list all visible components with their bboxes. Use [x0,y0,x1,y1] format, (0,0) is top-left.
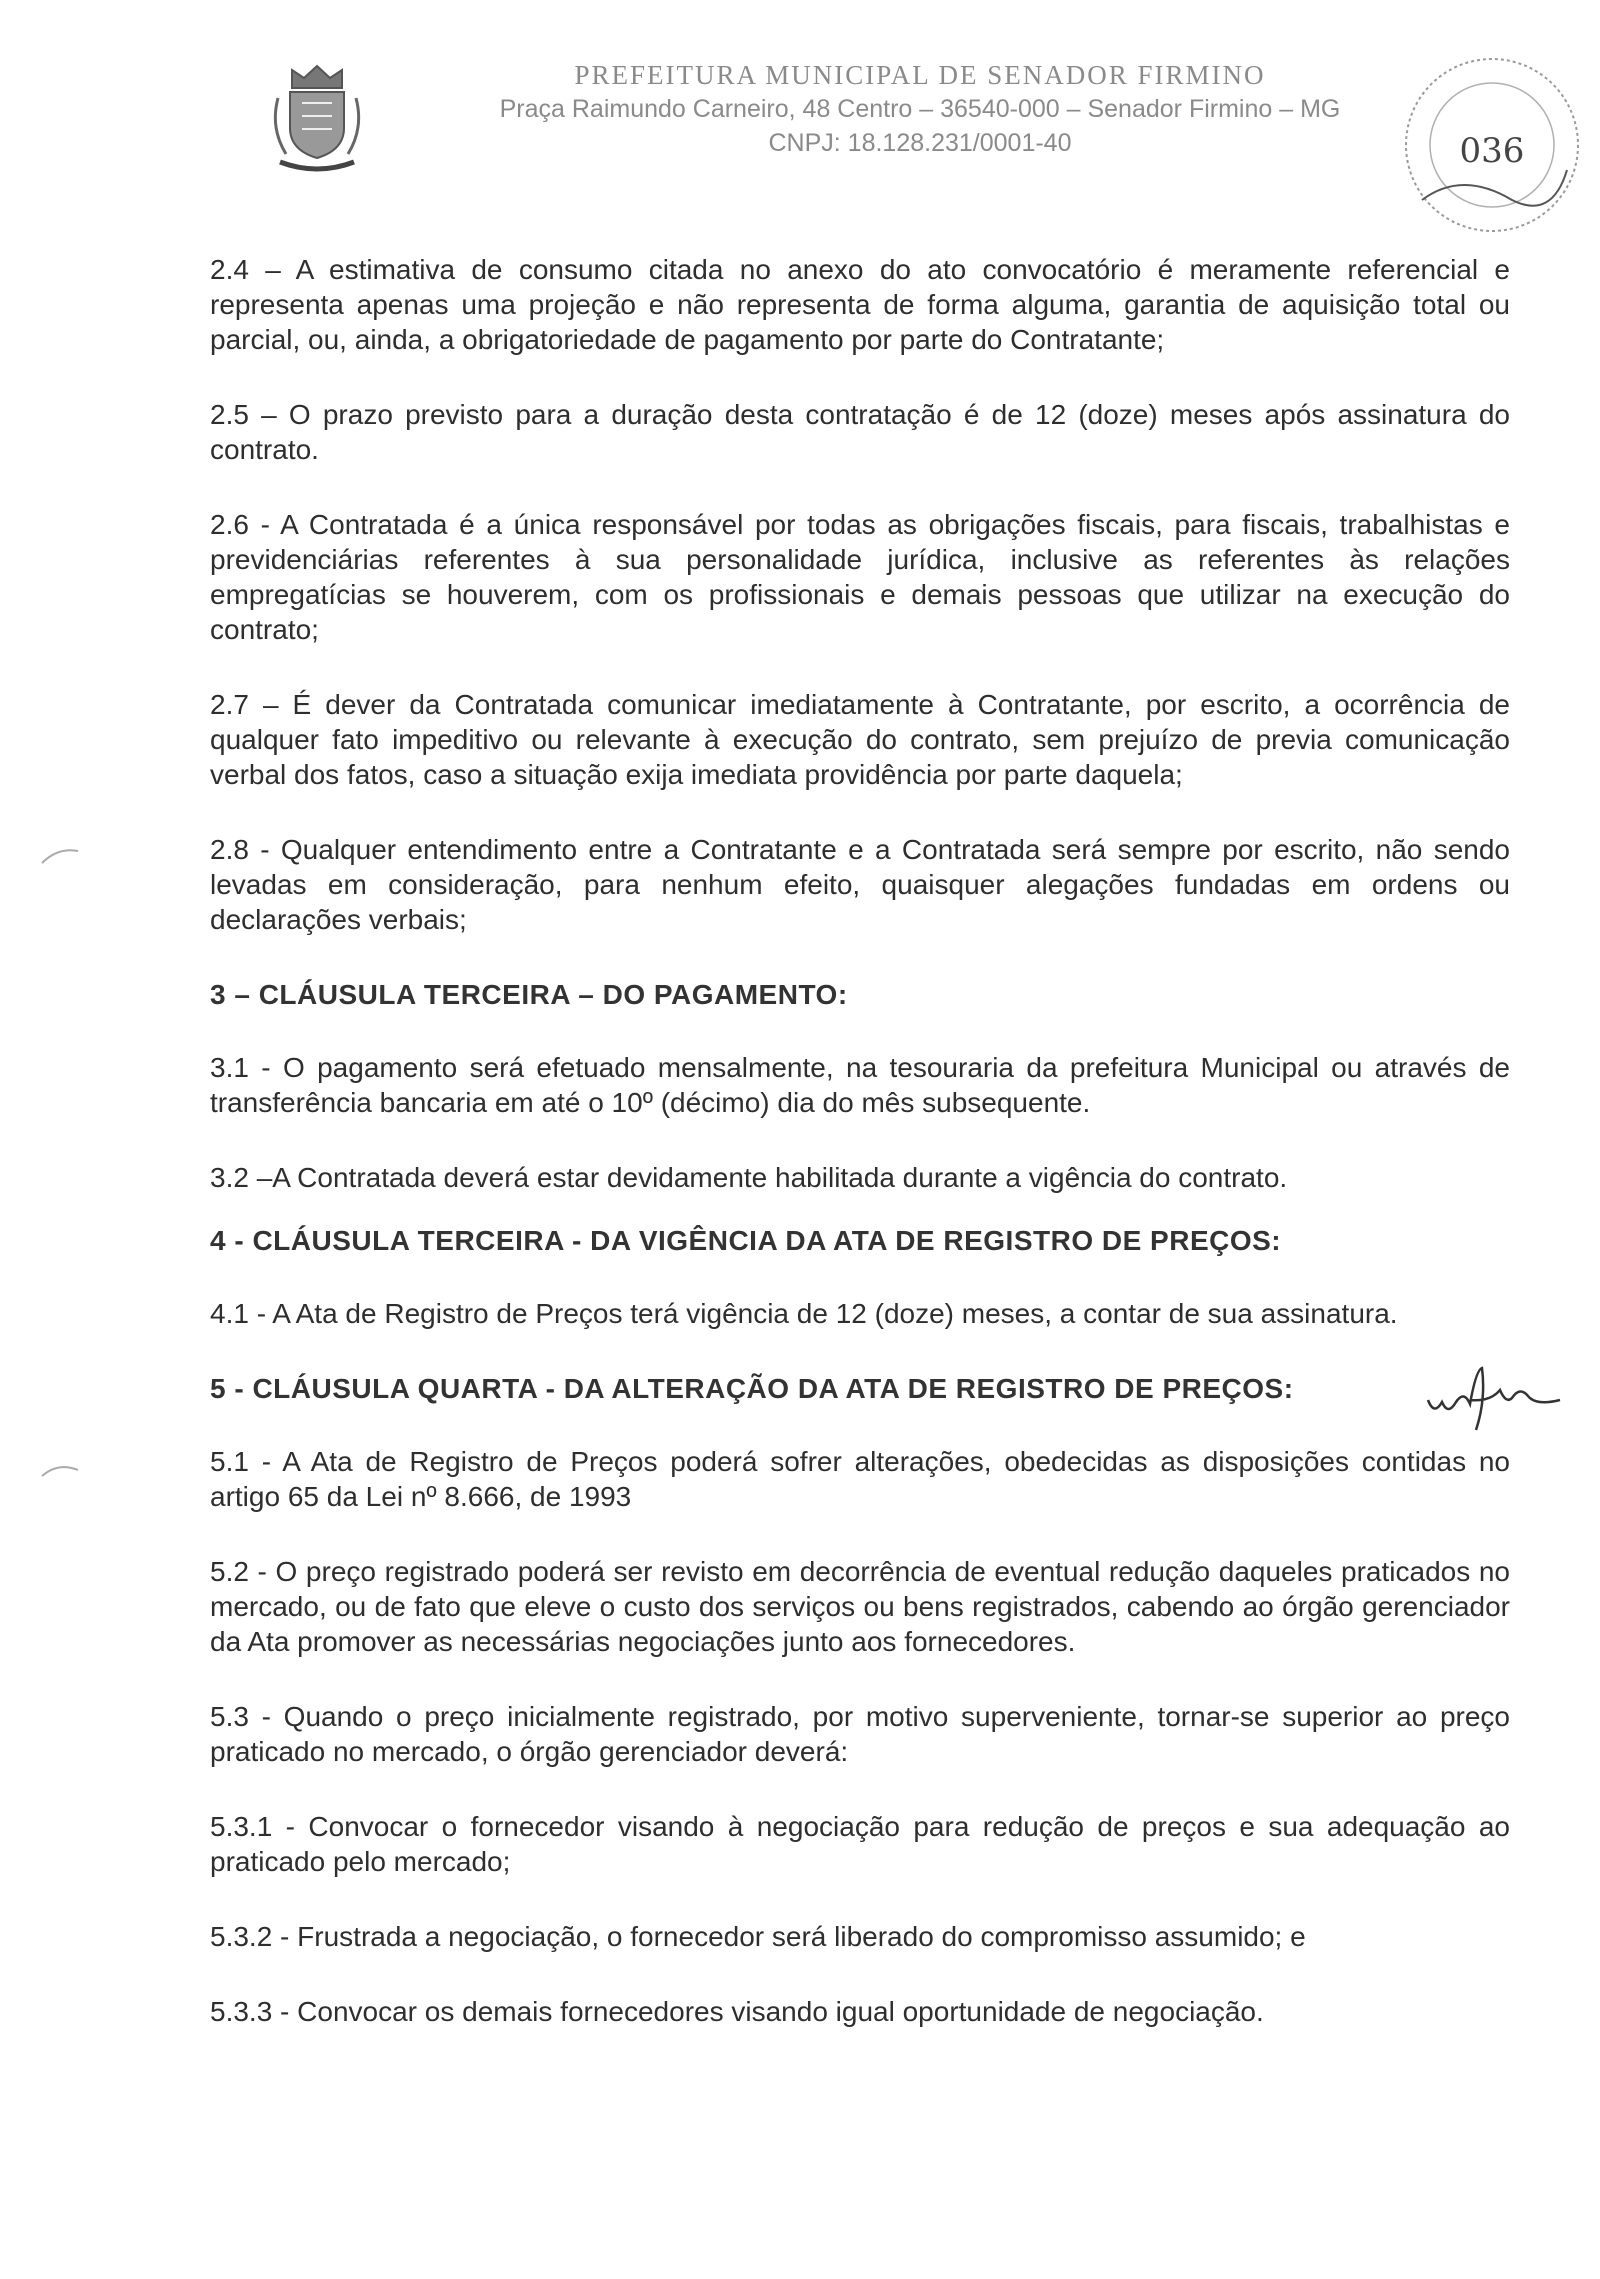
heading-clause-5: 5 - CLÁUSULA QUARTA - DA ALTERAÇÃO DA ATA DE REGISTRO DE PREÇOS: [210,1373,1294,1404]
letterhead-cnpj: CNPJ: 18.128.231/0001-40 [768,129,1072,157]
page-number-stamp [1392,50,1592,240]
clause-3-1: 3.1 - O pagamento será efetuado mensalmente, na tesouraria da prefeitura Municipal ou através de transferência bancaria em até o 10º (décimo) dia do mês subsequente. [210,1052,1510,1118]
margin-mark [40,845,80,865]
clause-5-3: 5.3 - Quando o preço inicialmente registrado, por motivo superveniente, tornar-se superior ao preço praticado no mercado, o órgão gerenciador deverá: [210,1701,1510,1767]
margin-mark [40,1460,80,1480]
clause-5-3-3: 5.3.3 - Convocar os demais fornecedores visando igual oportunidade de negociação. [210,1996,1264,2027]
heading-clause-4: 4 - CLÁUSULA TERCEIRA - DA VIGÊNCIA DA ATA DE REGISTRO DE PREÇOS: [210,1225,1282,1256]
clause-2-4: 2.4 – A estimativa de consumo citada no anexo do ato convocatório é meramente referencial e representa apenas uma projeção e não representa de forma alguma, garantia de aquisição total ou parcial, ou, ainda, a obrigatoriedade de pagamento por parte do Contratante; [210,254,1510,355]
clause-2-6: 2.6 - A Contratada é a única responsável por todas as obrigações fiscais, para fiscais, trabalhistas e previdenciárias referentes à sua personalidade jurídica, inclusive as referentes às relações empregatícias se houverem, com os profissionais e demais pessoas que utilizar na execução do contrato; [210,509,1510,645]
municipal-crest-icon [262,58,372,176]
heading-clause-3: 3 – CLÁUSULA TERCEIRA – DO PAGAMENTO: [210,979,848,1010]
stamp-number: 036 [1459,131,1525,171]
letterhead-address: Praça Raimundo Carneiro, 48 Centro – 36540-000 – Senador Firmino – MG [499,95,1341,123]
clause-4-1: 4.1 - A Ata de Registro de Preços terá vigência de 12 (doze) meses, a contar de sua assinatura. [210,1298,1398,1329]
letterhead [420,58,1420,160]
document-body [210,252,1510,2069]
clause-2-5: 2.5 – O prazo previsto para a duração desta contratação é de 12 (doze) meses após assinatura do contrato. [210,399,1510,465]
clause-2-8: 2.8 - Qualquer entendimento entre a Contratante e a Contratada será sempre por escrito, não sendo levadas em consideração, para nenhum efeito, quaisquer alegações fundadas em ordens ou declarações verbais; [210,834,1510,935]
clause-5-3-2: 5.3.2 - Frustrada a negociação, o fornecedor será liberado do compromisso assumido; e [210,1921,1306,1952]
clause-3-2: 3.2 –A Contratada deverá estar devidamente habilitada durante a vigência do contrato. [210,1162,1288,1193]
letterhead-title: PREFEITURA MUNICIPAL DE SENADOR FIRMINO [574,60,1266,90]
clause-5-1: 5.1 - A Ata de Registro de Preços poderá sofrer alterações, obedecidas as disposições contidas no artigo 65 da Lei nº 8.666, de 1993 [210,1446,1510,1512]
clause-2-7: 2.7 – É dever da Contratada comunicar imediatamente à Contratante, por escrito, a ocorrência de qualquer fato impeditivo ou relevante à execução do contrato, sem prejuízo de previa comunicação verbal dos fatos, caso a situação exija imediata providência por parte daquela; [210,689,1510,790]
clause-5-2: 5.2 - O preço registrado poderá ser revisto em decorrência de eventual redução daqueles praticados no mercado, ou de fato que eleve o custo dos serviços ou bens registrados, cabendo ao órgão gerenciador da Ata promover as necessárias negociações junto aos fornecedores. [210,1556,1510,1657]
clause-5-3-1: 5.3.1 - Convocar o fornecedor visando à negociação para redução de preços e sua adequação ao praticado pelo mercado; [210,1811,1510,1877]
